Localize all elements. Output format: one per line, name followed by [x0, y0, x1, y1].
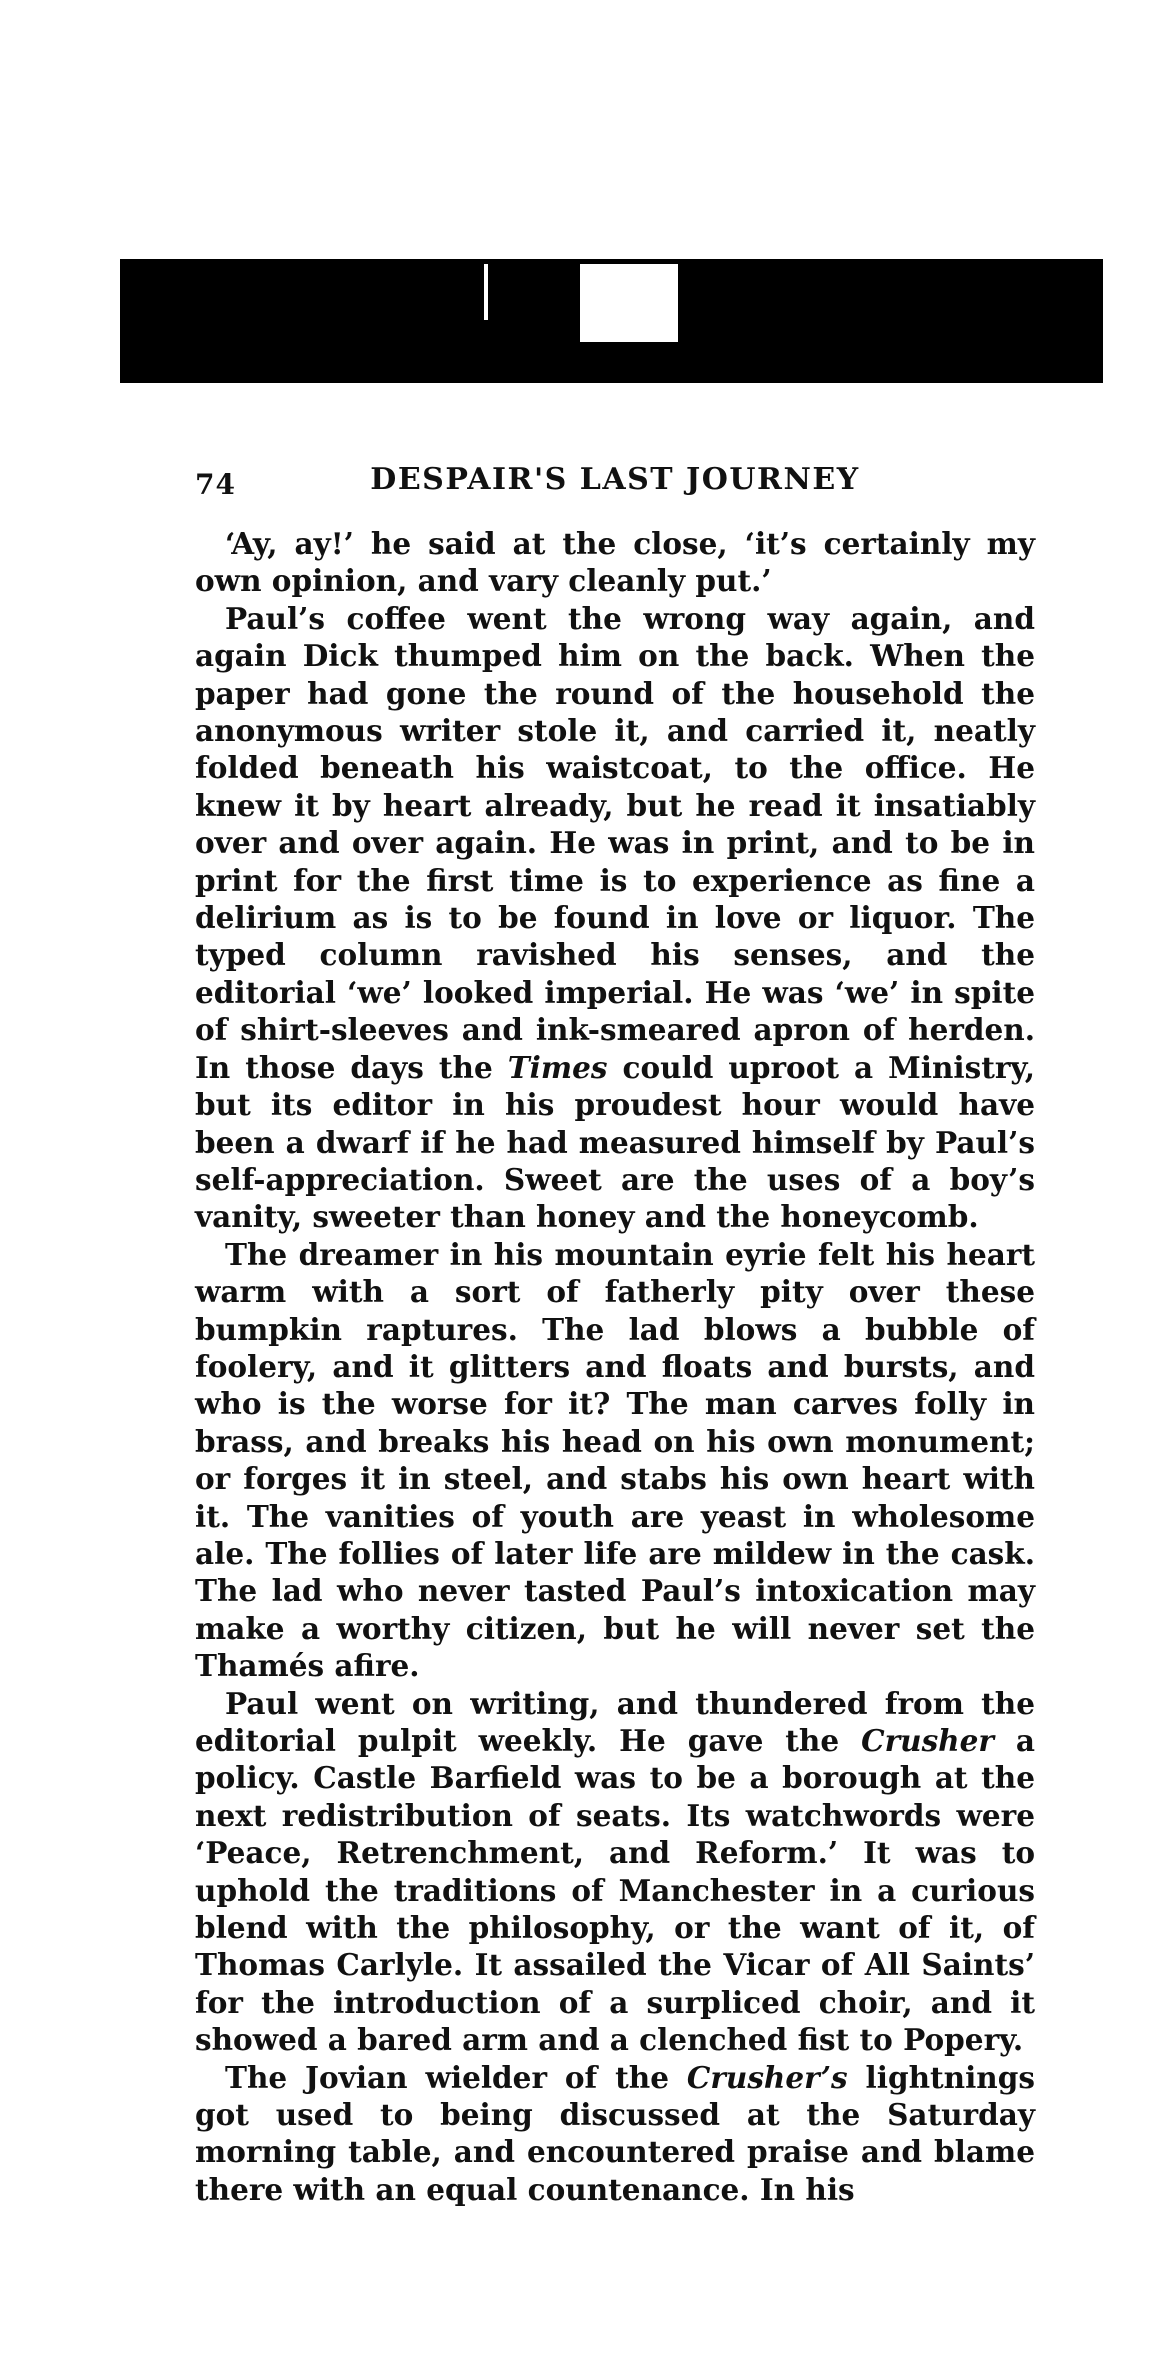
paragraph-text: Paul’s coffee went the wrong way again, and again Dick thumped him on the back. When the paper had gone the round of the household the anonymous writer stole it, and carried it, neatly folded beneath his waistcoat, to the office. He knew it by heart already, but he read it insatiably over and over again. He was in print, and to be in print for the first time is to experience as fine a delirium as is to be found in love or liquor. The typed column ravished his senses, and the editorial ‘we’ looked imperial. He was ‘we’ in spite of shirt-sleeves and ink-smeared apron of herden. In those days the: [195, 600, 1035, 1085]
scan-notch-thin: [484, 264, 488, 320]
page-header: [195, 462, 1035, 512]
body-text: [195, 525, 1035, 2208]
paragraph-text: could uproot a Ministry, but its editor in his proudest hour would have been a dwarf if he had measured himself by Paul’s self-appreciation. Sweet are the uses of a boy’s vanity, sweeter than honey and the honeycomb.: [195, 1049, 1036, 1235]
paragraph-1: [195, 525, 1035, 600]
scan-notch: [580, 264, 678, 342]
paragraph-5: [195, 2059, 1035, 2209]
paragraph-text: Paul went on writing, and thundered from the editorial pulpit weekly. He gave the: [195, 1685, 1035, 1758]
paragraph-text: lightnings got used to being discussed at the Saturday morning table, and encountered praise and blame there with an equal countenance. In his: [195, 2059, 1035, 2207]
paragraph-text: The Jovian wielder of the: [225, 2059, 687, 2095]
page-number: 74: [195, 468, 236, 501]
paragraph-text: ‘Ay, ay!’ he said at the close, ‘it’s certainly my own opinion, and vary cleanly put.’: [195, 526, 1035, 599]
paragraph-2: [195, 600, 1035, 1236]
paragraph-text: a policy. Castle Barfield was to be a borough at the next redistribution of seats. Its watchwords were ‘Peace, Retrenchment, and Reform.’ It was to uphold the traditions of Manchester in a curious blend with the philosophy, or the want of it, of Thomas Carlyle. It assailed the Vicar of All Saints’ for the introduction of a surpliced choir, and it showed a bared arm and a clenched fist to Popery.: [195, 1723, 1035, 2058]
italic-title-crushers: Crusher’s: [686, 2059, 848, 2095]
paragraph-text: The dreamer in his mountain eyrie felt his heart warm with a sort of fatherly pity over these bumpkin raptures. The lad blows a bubble of foolery, and it glitters and floats and bursts, and who is the worse for it? The man carves folly in brass, and breaks his head on his own monument; or forges it in steel, and stabs his own heart with it. The vanities of youth are yeast in wholesome ale. The follies of later life are mildew in the cask. The lad who never tasted Paul’s intoxication may make a worthy citizen, but he will never set the Thamés afire.: [195, 1236, 1035, 1684]
paragraph-3: [195, 1236, 1035, 1685]
paragraph-4: [195, 1685, 1035, 2059]
italic-title-crusher: Crusher: [861, 1723, 994, 1758]
italic-title-times: Times: [507, 1049, 608, 1085]
running-title: DESPAIR'S LAST JOURNEY: [370, 462, 860, 497]
